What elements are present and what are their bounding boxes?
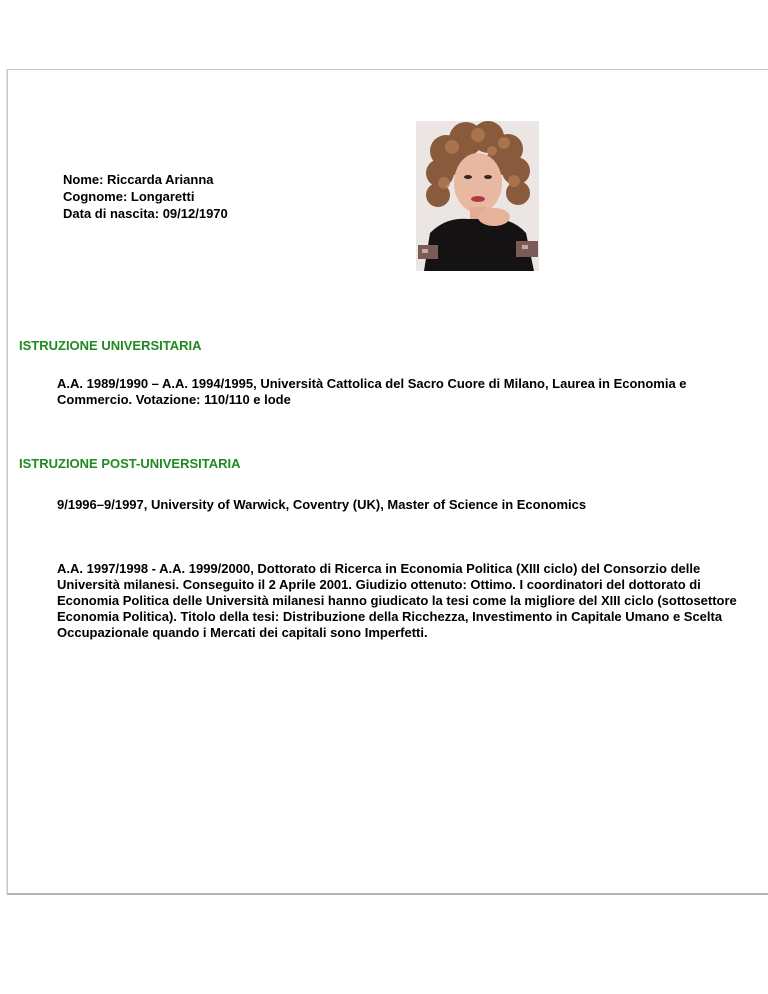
phd-entry: A.A. 1997/1998 - A.A. 1999/2000, Dottorato di Ricerca in Economia Politica (XIII ciclo) del Consorzio delle Università milanesi. Conseguito il 2 Aprile 2001. Giudizio ottenuto: Ottimo. I coordinatori del dottorato di Economia Politica delle Università milanesi hanno giudicato la tesi come la migliore del XIII ciclo (sottosettore Economia Politica). Titolo della tesi: Distribuzione della Ricchezza, Investimento in Capitale Umano e Scelta Occupazionale quando i Mercati dei capitali sono Imperfetti.	[57, 561, 737, 640]
name-line: Nome: Riccarda Arianna	[63, 172, 214, 187]
birth-date-line: Data di nascita: 09/12/1970	[63, 206, 228, 221]
master-entry: 9/1996–9/1997, University of Warwick, Coventry (UK), Master of Science in Economics	[57, 497, 587, 512]
post-university-education-heading: ISTRUZIONE POST-UNIVERSITARIA	[19, 456, 241, 471]
portrait-photo	[416, 121, 539, 271]
university-education-entry: A.A. 1989/1990 – A.A. 1994/1995, Università Cattolica del Sacro Cuore di Milano, Laurea in Economia e Commercio. Votazione: 110/110 e lode	[57, 376, 687, 407]
university-education-heading: ISTRUZIONE UNIVERSITARIA	[19, 338, 202, 353]
personal-info	[63, 171, 228, 222]
surname-line: Cognome: Longaretti	[63, 189, 195, 204]
